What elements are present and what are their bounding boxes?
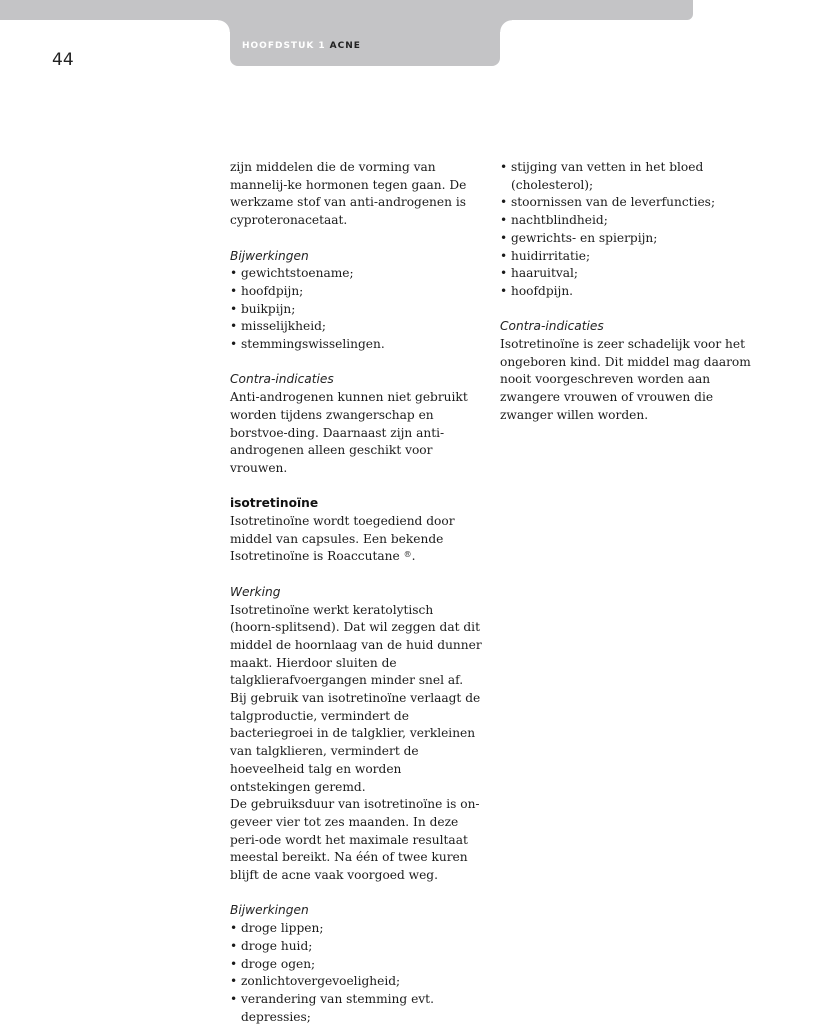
sentence-end: . <box>411 549 416 564</box>
list-item: • verandering van stemming evt. depressies; <box>230 991 482 1026</box>
isotretinoine-paragraph <box>230 513 482 566</box>
list-item: • droge ogen; <box>230 956 482 974</box>
list-item: • buikpijn; <box>230 301 482 319</box>
registered-mark: ® <box>403 550 412 560</box>
list-item: • droge huid; <box>230 938 482 956</box>
contra-indications-2-paragraph: Isotretinoïne is zeer schadelijk voor het ongeboren kind. Dit middel mag daarom nooit voorgeschreven worden aan zwangere vrouwen of vrouwen die zwanger willen worden. <box>500 337 751 422</box>
chapter-tab <box>230 0 500 66</box>
contra-indications-2-heading: Contra-indicaties <box>500 319 604 334</box>
side-effects-2-list <box>230 920 482 1026</box>
werking-heading: Werking <box>230 584 281 599</box>
list-item: • misselijkheid; <box>230 318 482 336</box>
werking-paragraph-2: De gebruiksduur van isotretinoïne is on-geveer vier tot zes maanden. In deze peri-ode wordt het maximale resultaat meestal bereikt. Na één of twee kuren blijft de acne vaak voorgoed weg. <box>230 797 480 883</box>
list-item: • nachtblindheid; <box>500 212 760 230</box>
list-item: • hoofdpijn; <box>230 283 482 301</box>
side-effects-list <box>230 265 482 354</box>
side-effects-2-heading: Bijwerkingen <box>230 903 309 918</box>
page-number: 44 <box>52 50 74 70</box>
list-item: • stijging van vetten in het bloed (cholesterol); <box>500 159 760 194</box>
list-item: • huidirritatie; <box>500 248 760 266</box>
contra-indications-paragraph: Anti-androgenen kunnen niet gebruikt worden tijdens zwangerschap en borstvoe-ding. Daarnaast zijn anti-androgenen alleen geschikt voor vrouwen. <box>230 390 468 475</box>
chapter-title: ACNE <box>329 41 361 51</box>
isotretinoine-heading: isotretinoïne <box>230 496 319 511</box>
list-item: • zonlichtovergevoeligheid; <box>230 973 482 991</box>
werking-paragraph-1: Isotretinoïne werkt keratolytisch (hoorn-splitsend). Dat wil zeggen dat dit middel de hoornlaag van de huid dunner maakt. Hierdoor sluiten de talgklierafvoergangen minder snel af. Bij gebruik van isotretinoïne verlaagt de talgproductie, vermindert de bacteriegroei in de talgklier, verkleinen van talgklieren, vermindert de hoeveelheid talg en worden ontstekingen geremd. <box>230 602 482 794</box>
side-effects-continued-list <box>500 159 760 301</box>
side-effects-heading: Bijwerkingen <box>230 248 309 263</box>
list-item: • hoofdpijn. <box>500 283 760 301</box>
list-item: • stemmingswisselingen. <box>230 336 482 354</box>
isotretinoine-text: Isotretinoïne wordt toegediend door middel van capsules. Een bekende Isotretinoïne is Roaccutane <box>230 514 455 564</box>
right-column <box>500 159 760 425</box>
list-item: • haaruitval; <box>500 265 760 283</box>
left-column <box>230 159 482 1026</box>
chapter-number: 1 <box>318 41 326 51</box>
intro-paragraph: zijn middelen die de vorming van mannelij-ke hormonen tegen gaan. De werkzame stof van anti-androgenen is cyproteronacetaat. <box>230 160 467 228</box>
chapter-label <box>242 41 361 51</box>
tab-corner-right <box>500 20 512 32</box>
list-item: • gewrichts- en spierpijn; <box>500 230 760 248</box>
contra-indications-heading: Contra-indicaties <box>230 372 334 387</box>
list-item: • gewichtstoename; <box>230 265 482 283</box>
list-item: • stoornissen van de leverfuncties; <box>500 194 760 212</box>
tab-corner-left <box>218 20 230 32</box>
list-item: • droge lippen; <box>230 920 482 938</box>
chapter-prefix: HOOFDSTUK <box>242 41 315 51</box>
